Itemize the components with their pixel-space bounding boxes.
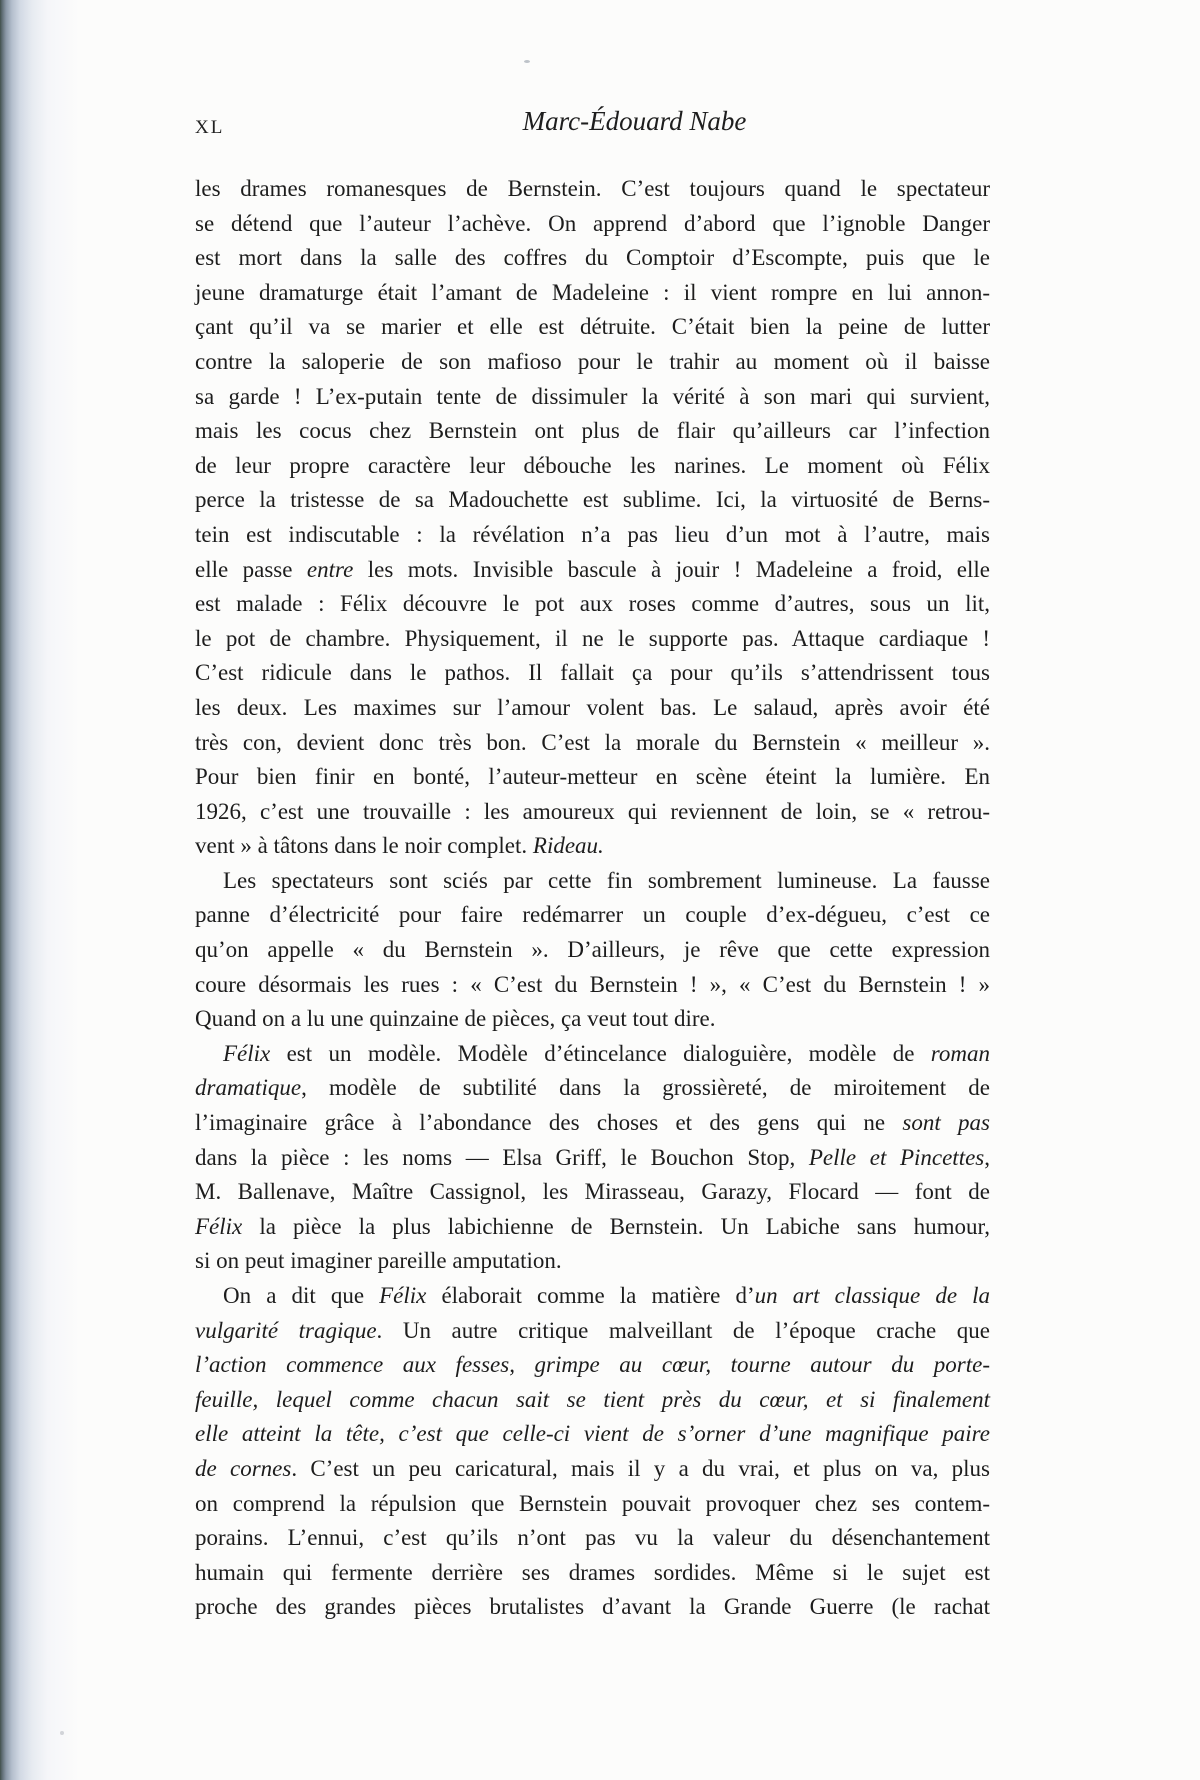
text-segment: mais les cocus chez Bernstein ont plus de flair qu’ailleurs car l’infection bbox=[195, 418, 990, 444]
text-line bbox=[195, 241, 990, 276]
text-segment: contre la saloperie de son mafioso pour le trahir au moment où il baisse bbox=[195, 348, 990, 374]
text-line bbox=[195, 207, 990, 242]
text-line bbox=[195, 1141, 990, 1176]
text-line bbox=[195, 518, 990, 553]
italic-text-segment: Félix bbox=[223, 1040, 271, 1066]
text-segment: la pièce la plus labichienne de Bernstein. Un Labiche sans humour, bbox=[242, 1213, 990, 1239]
text-segment: humain qui fermente derrière ses drames sordides. Même si le sujet est bbox=[195, 1559, 990, 1585]
text-segment: très con, devient donc très bon. C’est la morale du Bernstein « meilleur ». bbox=[195, 729, 990, 755]
text-segment: est mort dans la salle des coffres du Comptoir d’Escompte, puis que le bbox=[195, 245, 990, 271]
italic-text-segment: un art classique de la bbox=[754, 1283, 990, 1308]
text-line bbox=[195, 933, 990, 968]
text-segment: elle passe bbox=[195, 556, 307, 582]
text-segment: 1926, c’est une trouvaille : les amoureux qui reviennent de loin, se « retrou- bbox=[195, 798, 990, 824]
folio-number: XL bbox=[195, 117, 225, 138]
text-line bbox=[195, 1106, 990, 1141]
page-header bbox=[195, 100, 990, 144]
italic-text-segment: Félix bbox=[195, 1213, 243, 1239]
text-line bbox=[195, 1002, 990, 1037]
text-segment: jeune dramaturge était l’amant de Madeleine : il vient rompre en lui annon- bbox=[195, 279, 990, 305]
text-line bbox=[195, 449, 990, 484]
body-text bbox=[195, 172, 990, 1625]
italic-text-segment: entre bbox=[306, 556, 354, 582]
text-line bbox=[195, 1244, 990, 1279]
text-segment: porains. L’ennui, c’est qu’ils n’ont pas vu la valeur du désenchantement bbox=[195, 1525, 990, 1551]
text-segment: est malade : Félix découvre le pot aux roses comme d’autres, sous un lit, bbox=[195, 591, 990, 617]
text-segment: se détend que l’auteur l’achève. On apprend d’abord que l’ignoble Danger bbox=[195, 210, 990, 236]
text-segment: qu’on appelle « du Bernstein ». D’ailleurs, je rêve que cette expression bbox=[195, 937, 990, 963]
text-line bbox=[195, 726, 990, 761]
text-line bbox=[195, 898, 990, 933]
text-line bbox=[195, 1314, 990, 1349]
text-segment: sa garde ! L’ex-putain tente de dissimuler la vérité à son mari qui survient, bbox=[195, 383, 990, 409]
text-segment: les drames romanesques de Bernstein. C’est toujours quand le spectateur bbox=[195, 176, 990, 201]
text-line bbox=[195, 1279, 990, 1314]
italic-text-segment: de cornes bbox=[195, 1455, 292, 1481]
text-line bbox=[195, 864, 990, 899]
text-segment: si on peut imaginer pareille amputation. bbox=[195, 1248, 562, 1274]
text-segment: les mots. Invisible bascule à jouir ! Madeleine a froid, elle bbox=[353, 556, 990, 582]
text-segment: . C’est un peu caricatural, mais il y a du vrai, et plus on va, plus bbox=[291, 1455, 990, 1481]
text-line bbox=[195, 1590, 990, 1625]
text-line bbox=[195, 691, 990, 726]
text-line bbox=[195, 1383, 990, 1418]
text-line bbox=[195, 483, 990, 518]
text-segment: le pot de chambre. Physiquement, il ne le supporte pas. Attaque cardiaque ! bbox=[195, 625, 990, 651]
text-line bbox=[195, 1348, 990, 1383]
text-segment: proche des grandes pièces brutalistes d’avant la Grande Guerre (le rachat bbox=[195, 1594, 990, 1620]
italic-text-segment: Pelle et Pincettes bbox=[808, 1144, 985, 1170]
italic-text-segment: dramatique bbox=[195, 1075, 302, 1101]
text-segment: coure désormais les rues : « C’est du Bernstein ! », « C’est du Bernstein ! » bbox=[195, 971, 990, 997]
text-line bbox=[195, 1521, 990, 1556]
text-line bbox=[195, 310, 990, 345]
italic-text-segment: feuille, lequel comme chacun sait se tient près du cœur, et si finalement bbox=[195, 1386, 990, 1412]
text-segment: est un modèle. Modèle d’étincelance dialoguière, modèle de bbox=[270, 1040, 931, 1066]
text-line bbox=[195, 1487, 990, 1522]
scan-speck bbox=[524, 60, 530, 63]
text-line bbox=[195, 345, 990, 380]
text-segment: Les spectateurs sont sciés par cette fin sombrement lumineuse. La fausse bbox=[223, 867, 990, 893]
text-line bbox=[195, 829, 990, 864]
text-segment: tein est indiscutable : la révélation n’a pas lieu d’un mot à l’autre, mais bbox=[195, 521, 990, 547]
text-line bbox=[195, 1417, 990, 1452]
text-segment: vent » à tâtons dans le noir complet. bbox=[195, 833, 533, 859]
text-line bbox=[195, 587, 990, 622]
text-line bbox=[195, 1037, 990, 1072]
italic-text-segment: Félix bbox=[379, 1283, 427, 1308]
text-line bbox=[195, 380, 990, 415]
text-line bbox=[195, 276, 990, 311]
text-line bbox=[195, 656, 990, 691]
text-segment: On a dit que bbox=[223, 1283, 380, 1308]
italic-text-segment: roman bbox=[930, 1040, 990, 1066]
text-line bbox=[195, 795, 990, 830]
running-title: Marc-Édouard Nabe bbox=[522, 106, 747, 136]
text-segment: on comprend la répulsion que Bernstein pouvait provoquer chez ses contem- bbox=[195, 1490, 990, 1516]
text-line bbox=[195, 1556, 990, 1591]
text-segment: , modèle de subtilité dans la grossièreté, de miroitement de bbox=[301, 1075, 990, 1101]
italic-text-segment: Rideau. bbox=[532, 833, 604, 859]
text-segment: çant qu’il va se marier et elle est détruite. C’était bien la peine de lutter bbox=[195, 314, 990, 340]
text-line bbox=[195, 760, 990, 795]
text-line bbox=[195, 172, 990, 207]
text-segment: panne d’électricité pour faire redémarrer un couple d’ex-dégueu, c’est ce bbox=[195, 902, 990, 928]
text-line bbox=[195, 1452, 990, 1487]
text-segment: . Un autre critique malveillant de l’époque crache que bbox=[376, 1317, 990, 1343]
text-segment: , bbox=[984, 1144, 990, 1170]
text-line bbox=[195, 553, 990, 588]
text-segment: élaborait comme la matière d’ bbox=[426, 1283, 755, 1308]
page-gutter-shadow bbox=[0, 0, 130, 1780]
text-line bbox=[195, 1071, 990, 1106]
text-segment: Pour bien finir en bonté, l’auteur-metteur en scène éteint la lumière. En bbox=[195, 764, 990, 790]
scan-speck bbox=[60, 1731, 64, 1735]
text-segment: de leur propre caractère leur débouche les narines. Le moment où Félix bbox=[195, 452, 990, 478]
text-line bbox=[195, 622, 990, 657]
italic-text-segment: sont pas bbox=[902, 1110, 990, 1136]
text-segment: Quand on a lu une quinzaine de pièces, ça veut tout dire. bbox=[195, 1006, 716, 1032]
text-segment: les deux. Les maximes sur l’amour volent bas. Le salaud, après avoir été bbox=[195, 694, 990, 720]
text-line bbox=[195, 968, 990, 1003]
text-segment: perce la tristesse de sa Madouchette est sublime. Ici, la virtuosité de Berns- bbox=[195, 487, 990, 513]
text-segment: l’imaginaire grâce à l’abondance des choses et des gens qui ne bbox=[195, 1110, 903, 1136]
italic-text-segment: vulgarité tragique bbox=[195, 1317, 377, 1343]
text-segment: M. Ballenave, Maître Cassignol, les Mirasseau, Garazy, Flocard — font de bbox=[195, 1179, 990, 1205]
text-line bbox=[195, 414, 990, 449]
text-segment: dans la pièce : les noms — Elsa Griff, le Bouchon Stop, bbox=[195, 1144, 809, 1170]
italic-text-segment: l’action commence aux fesses, grimpe au cœur, tourne autour du porte- bbox=[195, 1352, 990, 1378]
text-segment: C’est ridicule dans le pathos. Il fallait ça pour qu’ils s’attendrissent tous bbox=[195, 660, 990, 686]
text-line bbox=[195, 1210, 990, 1245]
italic-text-segment: elle atteint la tête, c’est que celle-ci vient de s’orner d’une magnifique paire bbox=[195, 1421, 990, 1447]
text-line bbox=[195, 1175, 990, 1210]
